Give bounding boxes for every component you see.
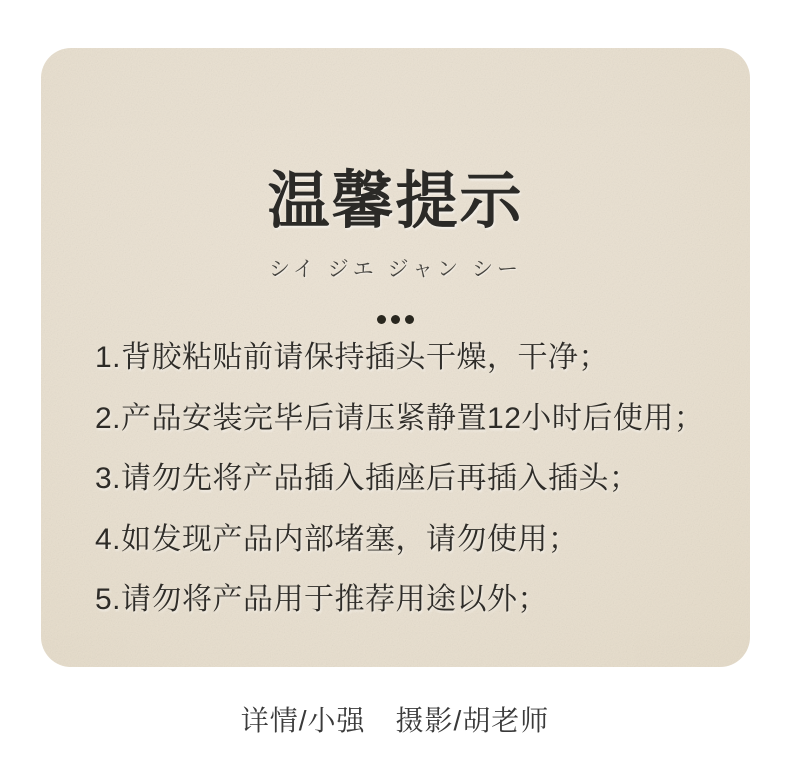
credit-photography: 摄影/胡老师 <box>395 705 550 736</box>
credit-detail: 详情/小强 <box>240 705 366 736</box>
notice-item-1: 1.背胶粘贴前请保持插头干燥，干净； <box>95 341 610 374</box>
three-dots-divider-icon <box>41 315 750 324</box>
dot-icon <box>405 315 414 324</box>
notice-item-5: 5.请勿将产品用于推荐用途以外； <box>95 583 549 616</box>
notice-subtitle: シイ ジエ ジャン シー <box>268 258 523 281</box>
notice-item-3: 3.请勿先将产品插入插座后再插入插头； <box>95 462 640 495</box>
notice-card <box>41 48 750 667</box>
dot-icon <box>377 315 386 324</box>
notice-item-4: 4.如发现产品内部堵塞，请勿使用； <box>95 522 579 556</box>
credits <box>0 704 790 738</box>
notice-title: 温馨提示 <box>267 167 524 236</box>
dot-icon <box>391 315 400 324</box>
notice-list <box>95 328 725 631</box>
notice-item-2: 2.产品安装完毕后请压紧静置12小时后使用； <box>95 401 705 435</box>
